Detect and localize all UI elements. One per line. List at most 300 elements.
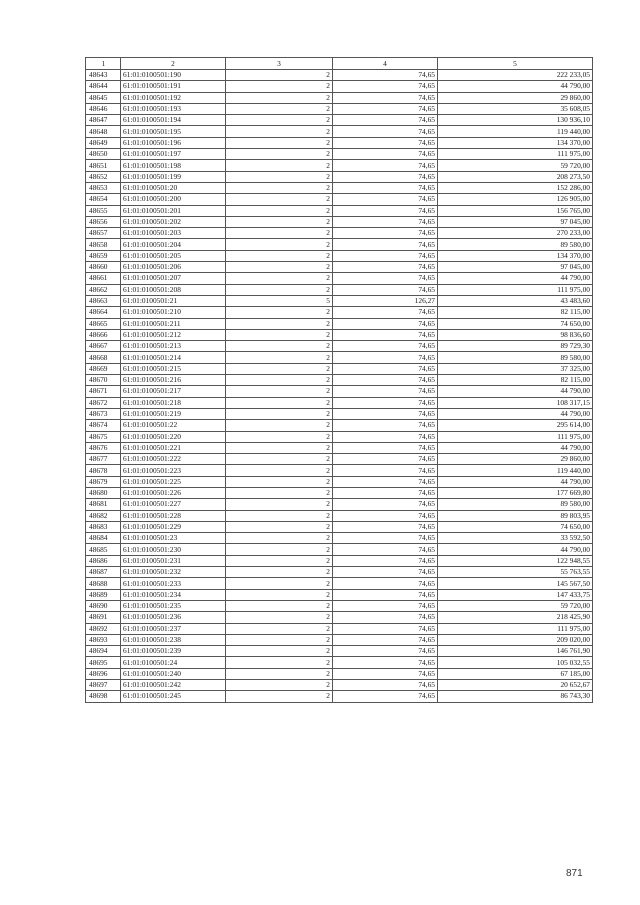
cadastral-number: 61:01:0100501:234 bbox=[121, 589, 226, 600]
cell-col-5: 44 790,00 bbox=[438, 273, 593, 284]
cell-col-3: 2 bbox=[226, 476, 333, 487]
row-number: 48653 bbox=[86, 182, 121, 193]
cell-col-3: 2 bbox=[226, 205, 333, 216]
cadastral-number: 61:01:0100501:225 bbox=[121, 476, 226, 487]
table-row bbox=[86, 70, 593, 81]
row-number: 48683 bbox=[86, 521, 121, 532]
cell-col-3: 2 bbox=[226, 171, 333, 182]
cell-col-3: 2 bbox=[226, 612, 333, 623]
cell-col-4: 74,65 bbox=[333, 431, 438, 442]
cell-col-3: 2 bbox=[226, 352, 333, 363]
cell-col-3: 2 bbox=[226, 623, 333, 634]
cell-col-4: 126,27 bbox=[333, 295, 438, 306]
row-number: 48660 bbox=[86, 262, 121, 273]
cadastral-number: 61:01:0100501:193 bbox=[121, 103, 226, 114]
cell-col-5: 82 115,00 bbox=[438, 307, 593, 318]
cell-col-3: 2 bbox=[226, 646, 333, 657]
row-number: 48665 bbox=[86, 318, 121, 329]
cell-col-5: 20 652,67 bbox=[438, 680, 593, 691]
cell-col-4: 74,65 bbox=[333, 92, 438, 103]
cell-col-4: 74,65 bbox=[333, 600, 438, 611]
cell-col-5: 209 020,00 bbox=[438, 634, 593, 645]
cell-col-4: 74,65 bbox=[333, 691, 438, 702]
table-row bbox=[86, 363, 593, 374]
cell-col-5: 86 743,30 bbox=[438, 691, 593, 702]
table-row bbox=[86, 431, 593, 442]
cell-col-4: 74,65 bbox=[333, 454, 438, 465]
table-row bbox=[86, 81, 593, 92]
cell-col-4: 74,65 bbox=[333, 623, 438, 634]
cell-col-5: 74 650,00 bbox=[438, 521, 593, 532]
cadastral-number: 61:01:0100501:201 bbox=[121, 205, 226, 216]
row-number: 48658 bbox=[86, 239, 121, 250]
table-row bbox=[86, 646, 593, 657]
cell-col-4: 74,65 bbox=[333, 126, 438, 137]
table-row bbox=[86, 465, 593, 476]
row-number: 48673 bbox=[86, 408, 121, 419]
cadastral-number: 61:01:0100501:190 bbox=[121, 70, 226, 81]
row-number: 48692 bbox=[86, 623, 121, 634]
cell-col-3: 2 bbox=[226, 397, 333, 408]
cell-col-3: 2 bbox=[226, 250, 333, 261]
cell-col-3: 2 bbox=[226, 194, 333, 205]
cell-col-4: 74,65 bbox=[333, 250, 438, 261]
cell-col-5: 147 433,75 bbox=[438, 589, 593, 600]
cadastral-number: 61:01:0100501:192 bbox=[121, 92, 226, 103]
table-row bbox=[86, 273, 593, 284]
row-number: 48655 bbox=[86, 205, 121, 216]
table-row bbox=[86, 454, 593, 465]
table-row bbox=[86, 397, 593, 408]
cell-col-3: 2 bbox=[226, 341, 333, 352]
row-number: 48646 bbox=[86, 103, 121, 114]
cadastral-number: 61:01:0100501:202 bbox=[121, 216, 226, 227]
cadastral-number: 61:01:0100501:237 bbox=[121, 623, 226, 634]
cell-col-3: 2 bbox=[226, 160, 333, 171]
row-number: 48650 bbox=[86, 149, 121, 160]
cell-col-4: 74,65 bbox=[333, 228, 438, 239]
cell-col-4: 74,65 bbox=[333, 318, 438, 329]
cadastral-number: 61:01:0100501:191 bbox=[121, 81, 226, 92]
cell-col-4: 74,65 bbox=[333, 442, 438, 453]
cell-col-5: 37 325,00 bbox=[438, 363, 593, 374]
cell-col-3: 2 bbox=[226, 454, 333, 465]
row-number: 48667 bbox=[86, 341, 121, 352]
table-row bbox=[86, 657, 593, 668]
cell-col-5: 105 032,55 bbox=[438, 657, 593, 668]
cadastral-number: 61:01:0100501:205 bbox=[121, 250, 226, 261]
cell-col-3: 2 bbox=[226, 137, 333, 148]
cell-col-5: 29 860,00 bbox=[438, 92, 593, 103]
cell-col-4: 74,65 bbox=[333, 521, 438, 532]
table-row bbox=[86, 307, 593, 318]
cell-col-3: 2 bbox=[226, 70, 333, 81]
cell-col-3: 2 bbox=[226, 533, 333, 544]
table-row bbox=[86, 499, 593, 510]
cell-col-5: 98 836,60 bbox=[438, 329, 593, 340]
cadastral-number: 61:01:0100501:213 bbox=[121, 341, 226, 352]
row-number: 48648 bbox=[86, 126, 121, 137]
row-number: 48679 bbox=[86, 476, 121, 487]
cell-col-5: 152 286,00 bbox=[438, 182, 593, 193]
row-number: 48694 bbox=[86, 646, 121, 657]
cadastral-number: 61:01:0100501:208 bbox=[121, 284, 226, 295]
cell-col-5: 59 720,00 bbox=[438, 600, 593, 611]
cell-col-4: 74,65 bbox=[333, 612, 438, 623]
cadastral-number: 61:01:0100501:226 bbox=[121, 487, 226, 498]
row-number: 48670 bbox=[86, 375, 121, 386]
cadastral-number: 61:01:0100501:203 bbox=[121, 228, 226, 239]
row-number: 48645 bbox=[86, 92, 121, 103]
cadastral-number: 61:01:0100501:227 bbox=[121, 499, 226, 510]
cell-col-4: 74,65 bbox=[333, 375, 438, 386]
cell-col-5: 74 650,00 bbox=[438, 318, 593, 329]
cell-col-3: 2 bbox=[226, 691, 333, 702]
cell-col-5: 44 790,00 bbox=[438, 442, 593, 453]
cadastral-number: 61:01:0100501:211 bbox=[121, 318, 226, 329]
cell-col-3: 2 bbox=[226, 420, 333, 431]
row-number: 48686 bbox=[86, 555, 121, 566]
table-row bbox=[86, 668, 593, 679]
cell-col-4: 74,65 bbox=[333, 634, 438, 645]
row-number: 48684 bbox=[86, 533, 121, 544]
cell-col-4: 74,65 bbox=[333, 363, 438, 374]
cell-col-5: 44 790,00 bbox=[438, 408, 593, 419]
data-table-container bbox=[85, 57, 590, 703]
cell-col-5: 89 729,30 bbox=[438, 341, 593, 352]
cell-col-3: 2 bbox=[226, 318, 333, 329]
cadastral-number: 61:01:0100501:198 bbox=[121, 160, 226, 171]
cell-col-4: 74,65 bbox=[333, 81, 438, 92]
cadastral-number: 61:01:0100501:235 bbox=[121, 600, 226, 611]
cell-col-3: 2 bbox=[226, 578, 333, 589]
cell-col-4: 74,65 bbox=[333, 205, 438, 216]
cell-col-5: 108 317,15 bbox=[438, 397, 593, 408]
table-row bbox=[86, 555, 593, 566]
row-number: 48649 bbox=[86, 137, 121, 148]
cell-col-3: 2 bbox=[226, 555, 333, 566]
cell-col-3: 2 bbox=[226, 115, 333, 126]
row-number: 48663 bbox=[86, 295, 121, 306]
table-row bbox=[86, 239, 593, 250]
row-number: 48674 bbox=[86, 420, 121, 431]
cadastral-number: 61:01:0100501:24 bbox=[121, 657, 226, 668]
table-row bbox=[86, 386, 593, 397]
cell-col-4: 74,65 bbox=[333, 386, 438, 397]
cadastral-number: 61:01:0100501:200 bbox=[121, 194, 226, 205]
cell-col-5: 130 936,10 bbox=[438, 115, 593, 126]
cell-col-4: 74,65 bbox=[333, 397, 438, 408]
data-table bbox=[85, 57, 593, 703]
row-number: 48644 bbox=[86, 81, 121, 92]
row-number: 48689 bbox=[86, 589, 121, 600]
cell-col-5: 89 803,95 bbox=[438, 510, 593, 521]
cell-col-5: 156 765,00 bbox=[438, 205, 593, 216]
cell-col-3: 2 bbox=[226, 510, 333, 521]
table-header-row bbox=[86, 58, 593, 70]
cell-col-3: 2 bbox=[226, 408, 333, 419]
table-row bbox=[86, 92, 593, 103]
cell-col-3: 2 bbox=[226, 465, 333, 476]
row-number: 48698 bbox=[86, 691, 121, 702]
table-row bbox=[86, 295, 593, 306]
cell-col-3: 2 bbox=[226, 431, 333, 442]
cell-col-3: 2 bbox=[226, 668, 333, 679]
cadastral-number: 61:01:0100501:223 bbox=[121, 465, 226, 476]
cell-col-5: 59 720,00 bbox=[438, 160, 593, 171]
cell-col-3: 2 bbox=[226, 284, 333, 295]
cell-col-3: 2 bbox=[226, 544, 333, 555]
row-number: 48681 bbox=[86, 499, 121, 510]
cell-col-5: 119 440,00 bbox=[438, 126, 593, 137]
row-number: 48651 bbox=[86, 160, 121, 171]
cadastral-number: 61:01:0100501:218 bbox=[121, 397, 226, 408]
row-number: 48697 bbox=[86, 680, 121, 691]
table-row bbox=[86, 250, 593, 261]
cadastral-number: 61:01:0100501:197 bbox=[121, 149, 226, 160]
cell-col-3: 2 bbox=[226, 634, 333, 645]
table-row bbox=[86, 634, 593, 645]
cell-col-3: 2 bbox=[226, 363, 333, 374]
table-row bbox=[86, 284, 593, 295]
row-number: 48662 bbox=[86, 284, 121, 295]
cell-col-4: 74,65 bbox=[333, 420, 438, 431]
cell-col-3: 2 bbox=[226, 228, 333, 239]
row-number: 48682 bbox=[86, 510, 121, 521]
table-row bbox=[86, 408, 593, 419]
cell-col-5: 29 860,00 bbox=[438, 454, 593, 465]
cell-col-4: 74,65 bbox=[333, 499, 438, 510]
cell-col-3: 2 bbox=[226, 521, 333, 532]
cadastral-number: 61:01:0100501:21 bbox=[121, 295, 226, 306]
cell-col-4: 74,65 bbox=[333, 216, 438, 227]
cell-col-4: 74,65 bbox=[333, 465, 438, 476]
header-col-1: 1 bbox=[86, 58, 121, 70]
cadastral-number: 61:01:0100501:221 bbox=[121, 442, 226, 453]
table-row bbox=[86, 533, 593, 544]
cell-col-4: 74,65 bbox=[333, 273, 438, 284]
row-number: 48677 bbox=[86, 454, 121, 465]
cell-col-5: 146 761,90 bbox=[438, 646, 593, 657]
row-number: 48666 bbox=[86, 329, 121, 340]
cell-col-3: 2 bbox=[226, 487, 333, 498]
table-row bbox=[86, 680, 593, 691]
table-row bbox=[86, 194, 593, 205]
cell-col-3: 2 bbox=[226, 499, 333, 510]
cadastral-number: 61:01:0100501:212 bbox=[121, 329, 226, 340]
row-number: 48693 bbox=[86, 634, 121, 645]
table-row bbox=[86, 329, 593, 340]
cell-col-4: 74,65 bbox=[333, 578, 438, 589]
table-row bbox=[86, 182, 593, 193]
table-row bbox=[86, 160, 593, 171]
cadastral-number: 61:01:0100501:242 bbox=[121, 680, 226, 691]
page-number: 871 bbox=[566, 868, 583, 879]
cell-col-4: 74,65 bbox=[333, 567, 438, 578]
cell-col-5: 35 608,05 bbox=[438, 103, 593, 114]
cadastral-number: 61:01:0100501:240 bbox=[121, 668, 226, 679]
cell-col-4: 74,65 bbox=[333, 533, 438, 544]
cell-col-4: 74,65 bbox=[333, 680, 438, 691]
header-col-4: 4 bbox=[333, 58, 438, 70]
cell-col-4: 74,65 bbox=[333, 657, 438, 668]
cell-col-5: 177 669,80 bbox=[438, 487, 593, 498]
cell-col-4: 74,65 bbox=[333, 510, 438, 521]
cell-col-4: 74,65 bbox=[333, 668, 438, 679]
cadastral-number: 61:01:0100501:215 bbox=[121, 363, 226, 374]
table-row bbox=[86, 126, 593, 137]
cadastral-number: 61:01:0100501:220 bbox=[121, 431, 226, 442]
cell-col-3: 2 bbox=[226, 386, 333, 397]
cell-col-3: 2 bbox=[226, 92, 333, 103]
row-number: 48672 bbox=[86, 397, 121, 408]
cell-col-4: 74,65 bbox=[333, 555, 438, 566]
table-row bbox=[86, 375, 593, 386]
cell-col-5: 33 592,50 bbox=[438, 533, 593, 544]
cadastral-number: 61:01:0100501:222 bbox=[121, 454, 226, 465]
cell-col-3: 2 bbox=[226, 182, 333, 193]
cell-col-4: 74,65 bbox=[333, 646, 438, 657]
cell-col-5: 111 975,00 bbox=[438, 623, 593, 634]
cell-col-5: 44 790,00 bbox=[438, 81, 593, 92]
cadastral-number: 61:01:0100501:245 bbox=[121, 691, 226, 702]
row-number: 48652 bbox=[86, 171, 121, 182]
cell-col-5: 89 580,00 bbox=[438, 352, 593, 363]
row-number: 48675 bbox=[86, 431, 121, 442]
cell-col-5: 270 233,00 bbox=[438, 228, 593, 239]
cadastral-number: 61:01:0100501:232 bbox=[121, 567, 226, 578]
cadastral-number: 61:01:0100501:20 bbox=[121, 182, 226, 193]
table-row bbox=[86, 510, 593, 521]
cell-col-3: 2 bbox=[226, 216, 333, 227]
table-row bbox=[86, 578, 593, 589]
table-row bbox=[86, 623, 593, 634]
table-row bbox=[86, 476, 593, 487]
cell-col-4: 74,65 bbox=[333, 284, 438, 295]
cell-col-5: 97 045,00 bbox=[438, 216, 593, 227]
cell-col-3: 2 bbox=[226, 103, 333, 114]
table-row bbox=[86, 341, 593, 352]
cell-col-5: 82 115,00 bbox=[438, 375, 593, 386]
cell-col-3: 2 bbox=[226, 262, 333, 273]
row-number: 48687 bbox=[86, 567, 121, 578]
table-row bbox=[86, 318, 593, 329]
cell-col-4: 74,65 bbox=[333, 160, 438, 171]
table-row bbox=[86, 262, 593, 273]
cadastral-number: 61:01:0100501:228 bbox=[121, 510, 226, 521]
cadastral-number: 61:01:0100501:204 bbox=[121, 239, 226, 250]
table-body bbox=[86, 58, 593, 703]
cell-col-3: 2 bbox=[226, 307, 333, 318]
cadastral-number: 61:01:0100501:216 bbox=[121, 375, 226, 386]
cell-col-5: 126 905,00 bbox=[438, 194, 593, 205]
table-row bbox=[86, 521, 593, 532]
header-col-5: 5 bbox=[438, 58, 593, 70]
cell-col-3: 2 bbox=[226, 680, 333, 691]
cell-col-5: 295 614,00 bbox=[438, 420, 593, 431]
cell-col-5: 111 975,00 bbox=[438, 431, 593, 442]
cell-col-4: 74,65 bbox=[333, 352, 438, 363]
cell-col-3: 5 bbox=[226, 295, 333, 306]
cadastral-number: 61:01:0100501:206 bbox=[121, 262, 226, 273]
row-number: 48647 bbox=[86, 115, 121, 126]
cell-col-5: 119 440,00 bbox=[438, 465, 593, 476]
cell-col-5: 111 975,00 bbox=[438, 149, 593, 160]
cadastral-number: 61:01:0100501:210 bbox=[121, 307, 226, 318]
table-row bbox=[86, 487, 593, 498]
cell-col-4: 74,65 bbox=[333, 307, 438, 318]
table-row bbox=[86, 600, 593, 611]
row-number: 48654 bbox=[86, 194, 121, 205]
table-row bbox=[86, 612, 593, 623]
row-number: 48678 bbox=[86, 465, 121, 476]
cell-col-4: 74,65 bbox=[333, 171, 438, 182]
table-row bbox=[86, 171, 593, 182]
cadastral-number: 61:01:0100501:22 bbox=[121, 420, 226, 431]
row-number: 48680 bbox=[86, 487, 121, 498]
cell-col-5: 134 370,00 bbox=[438, 250, 593, 261]
cell-col-3: 2 bbox=[226, 442, 333, 453]
row-number: 48657 bbox=[86, 228, 121, 239]
row-number: 48688 bbox=[86, 578, 121, 589]
cadastral-number: 61:01:0100501:231 bbox=[121, 555, 226, 566]
cell-col-5: 111 975,00 bbox=[438, 284, 593, 295]
cell-col-4: 74,65 bbox=[333, 70, 438, 81]
header-col-3: 3 bbox=[226, 58, 333, 70]
cadastral-number: 61:01:0100501:229 bbox=[121, 521, 226, 532]
table-row bbox=[86, 149, 593, 160]
cell-col-5: 89 580,00 bbox=[438, 239, 593, 250]
row-number: 48696 bbox=[86, 668, 121, 679]
cell-col-4: 74,65 bbox=[333, 544, 438, 555]
row-number: 48659 bbox=[86, 250, 121, 261]
cell-col-4: 74,65 bbox=[333, 329, 438, 340]
header-col-2: 2 bbox=[121, 58, 226, 70]
table-row bbox=[86, 115, 593, 126]
table-row bbox=[86, 442, 593, 453]
row-number: 48690 bbox=[86, 600, 121, 611]
cadastral-number: 61:01:0100501:238 bbox=[121, 634, 226, 645]
cell-col-5: 44 790,00 bbox=[438, 476, 593, 487]
cell-col-4: 74,65 bbox=[333, 476, 438, 487]
cell-col-5: 97 045,00 bbox=[438, 262, 593, 273]
cell-col-4: 74,65 bbox=[333, 487, 438, 498]
cell-col-4: 74,65 bbox=[333, 149, 438, 160]
table-row bbox=[86, 420, 593, 431]
row-number: 48695 bbox=[86, 657, 121, 668]
table-row bbox=[86, 216, 593, 227]
table-row bbox=[86, 352, 593, 363]
cell-col-3: 2 bbox=[226, 600, 333, 611]
cadastral-number: 61:01:0100501:199 bbox=[121, 171, 226, 182]
cell-col-5: 208 273,50 bbox=[438, 171, 593, 182]
cadastral-number: 61:01:0100501:195 bbox=[121, 126, 226, 137]
cell-col-5: 44 790,00 bbox=[438, 386, 593, 397]
row-number: 48671 bbox=[86, 386, 121, 397]
cell-col-5: 218 425,90 bbox=[438, 612, 593, 623]
table-row bbox=[86, 137, 593, 148]
cell-col-3: 2 bbox=[226, 329, 333, 340]
row-number: 48676 bbox=[86, 442, 121, 453]
cell-col-3: 2 bbox=[226, 149, 333, 160]
cell-col-4: 74,65 bbox=[333, 408, 438, 419]
cell-col-5: 43 483,60 bbox=[438, 295, 593, 306]
cell-col-3: 2 bbox=[226, 589, 333, 600]
cell-col-5: 55 763,55 bbox=[438, 567, 593, 578]
cell-col-4: 74,65 bbox=[333, 194, 438, 205]
cell-col-5: 89 580,00 bbox=[438, 499, 593, 510]
cell-col-4: 74,65 bbox=[333, 589, 438, 600]
